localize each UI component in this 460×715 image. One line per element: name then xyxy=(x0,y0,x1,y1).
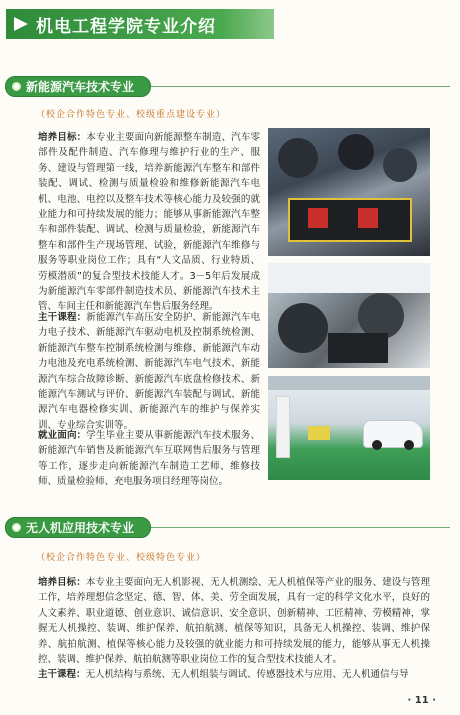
section-title: 新能源汽车技术专业 xyxy=(26,80,135,94)
section-title: 无人机应用技术专业 xyxy=(26,521,135,535)
job-label: 就业面向： xyxy=(38,430,87,441)
training-goal-paragraph xyxy=(38,130,260,315)
training-goal-paragraph xyxy=(38,575,430,667)
page-number: · 11 · xyxy=(407,695,436,706)
section-rule xyxy=(151,527,450,528)
course-text: 新能源汽车高压安全防护、新能源汽车电力电子技术、新能源汽车驱动电机及控制系统检测、新能源汽车整车控制系统检测与维修、新能源汽车动力电池及充电系统检测、新能源汽车电气技术、新能源汽车综合故障诊断、新能源汽车底盘检修技术、新能源汽车测试与评价、新能源汽车装配与调试、新能源汽车电器检修实训、新能源汽车的维护与保养实训、专业综合实训等。 xyxy=(38,312,260,431)
section-header-nev xyxy=(5,76,450,97)
main-courses-paragraph xyxy=(38,310,260,433)
title-arrow-icon xyxy=(14,17,28,31)
photo-car-interior-training xyxy=(268,263,430,368)
page-title-banner xyxy=(6,9,274,39)
section-pill xyxy=(5,76,151,97)
goal-label: 培养目标： xyxy=(38,132,87,143)
job-text: 学生毕业主要从事新能源汽车技术服务、新能源汽车销售及新能源汽车互联网售后服务与管理等工作，逐步走向新能源汽车制造工艺师、维修技师、质量检验师、充电服务项目经理等岗位。 xyxy=(38,430,260,488)
main-courses-paragraph xyxy=(38,667,430,682)
course-text: 无人机结构与系统、无人机组装与调试、传感器技术与应用、无人机通信与导 xyxy=(85,669,409,680)
section-pill xyxy=(5,517,151,538)
goal-text: 本专业主要面向新能源整车制造、汽车零部件及配件制造、汽车修理与维护行业的生产、服务、建设与管理第一线，培养新能源汽车整车和部件装配、调试、检测与质量检验和维修新能源汽车电机、电池、电控以及整车技术等核心能力及较强的就业能力和可持续发展的能力；能够从事新能源汽车整车和部件装配、调试、检测与质量检验，新能源汽车整车和部件生产现场管理、试验，新能源汽车维修与服务等职业岗位工作；具有“人文品质、行业特质、劳模潜质”的复合型技术技能人才。3－5年后发展成为新能源汽车零部件制造技术员、新能源汽车技术主管、车间主任和新能源汽车售后服务经理。 xyxy=(38,132,260,313)
course-label: 主干课程： xyxy=(38,669,86,680)
section-header-drone xyxy=(5,517,450,538)
page-title: 机电工程学院专业介绍 xyxy=(36,16,216,37)
photo-students-battery-training xyxy=(268,128,430,256)
photo-workshop-cars xyxy=(268,376,430,480)
goal-label: 培养目标： xyxy=(38,577,86,588)
section-tagline: （校企合作特色专业、校级特色专业） xyxy=(36,553,207,563)
employment-paragraph xyxy=(38,428,260,490)
section-rule xyxy=(151,86,450,87)
bullet-icon xyxy=(12,82,21,91)
goal-text: 本专业主要面向无人机影视、无人机测绘、无人机植保等产业的服务、建设与管理工作，培养理想信念坚定、德、智、体、美、劳全面发展，具有一定的科学文化水平，良好的人文素养、职业道德、创业意识、诚信意识、安全意识、创新精神、工匠精神、劳模精神，掌握无人机操控、装调、维护保养、航拍航测、植保等知识，具备无人机操控、装调、维护保养、航拍航测、植保等核心能力及较强的就业能力和可持续发展的能力，能够从事无人机操控、装调、维护保养、航拍航测等职业岗位工作的复合型技术技能人才。 xyxy=(38,577,430,666)
section-tagline: （校企合作特色专业、校级重点建设专业） xyxy=(36,110,227,120)
bullet-icon xyxy=(12,523,21,532)
course-label: 主干课程： xyxy=(38,312,87,323)
